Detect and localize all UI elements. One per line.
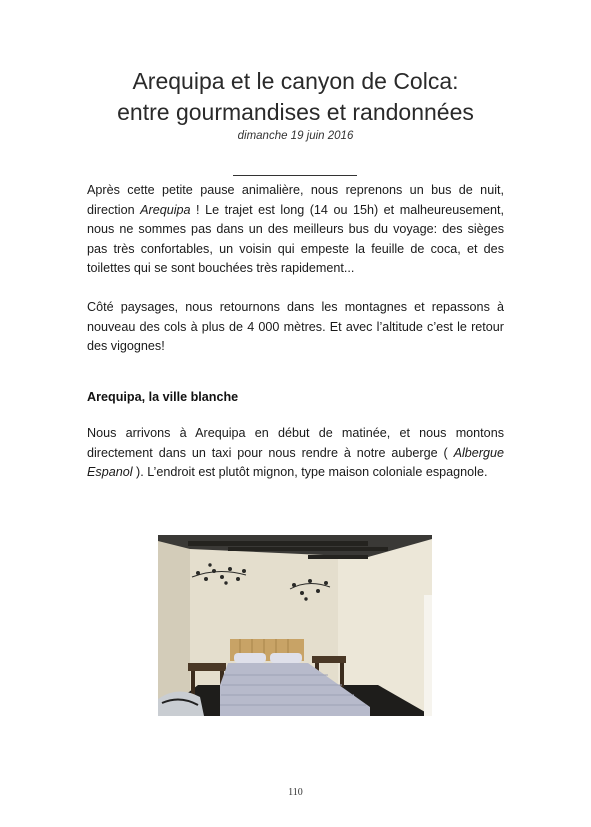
- title-line-2: entre gourmandises et randonnées: [117, 99, 474, 125]
- section-heading: Arequipa, la ville blanche: [87, 390, 239, 404]
- nightstand-leg: [340, 663, 344, 687]
- left-wall: [158, 535, 190, 716]
- paragraph-arrival-text-a: Nous arrivons à Arequipa en début de matinée, et nous montons directement dans un taxi pour nous rendre à notre auberge (: [87, 426, 504, 460]
- paragraph-arrival-text-b: ). L’endroit est plutôt mignon, type maison coloniale espagnole.: [132, 465, 488, 479]
- paragraph-bus-trip-text-b: ! Le trajet est long (14 ou 15h) et malheureusement, nous ne sommes pas dans un des meilleurs bus du voyage: des sièges pas très confortables, un voisin qui empeste la feuille de coca, et des toilettes qui se sont bouchées très rapidement...: [87, 202, 505, 275]
- paragraph-bus-trip: [87, 181, 504, 279]
- page-title: [40, 66, 551, 128]
- pillow: [270, 653, 302, 663]
- hostel-room-photo: [158, 535, 432, 716]
- separator-rule: [233, 175, 357, 176]
- ceiling-beam: [228, 547, 388, 551]
- title-line-1: Arequipa et le canyon de Colca:: [132, 68, 459, 94]
- pillow: [234, 653, 266, 663]
- nightstand-left: [188, 663, 226, 671]
- post-date: dimanche 19 juin 2016: [237, 130, 354, 142]
- nightstand-right: [312, 656, 346, 663]
- page-number: 110: [288, 787, 303, 798]
- place-name-arequipa: Arequipa: [140, 202, 191, 217]
- room-illustration: [158, 535, 432, 716]
- paragraph-arrival: [87, 424, 504, 483]
- ceiling-beam: [188, 541, 368, 546]
- paragraph-landscape: Côté paysages, nous retournons dans les montagnes et repassons à nouveau des cols à plus de 4 000 mètres. Et avec l’altitude c’est le retour des vigognes!: [87, 300, 504, 353]
- curtain: [424, 595, 432, 716]
- hostel-name: Albergue Espanol: [87, 445, 504, 479]
- paragraph-bus-trip-text-a: Après cette petite pause animalière, nous reprenons un bus de nuit, direction: [87, 183, 504, 217]
- ceiling-beam: [308, 555, 368, 559]
